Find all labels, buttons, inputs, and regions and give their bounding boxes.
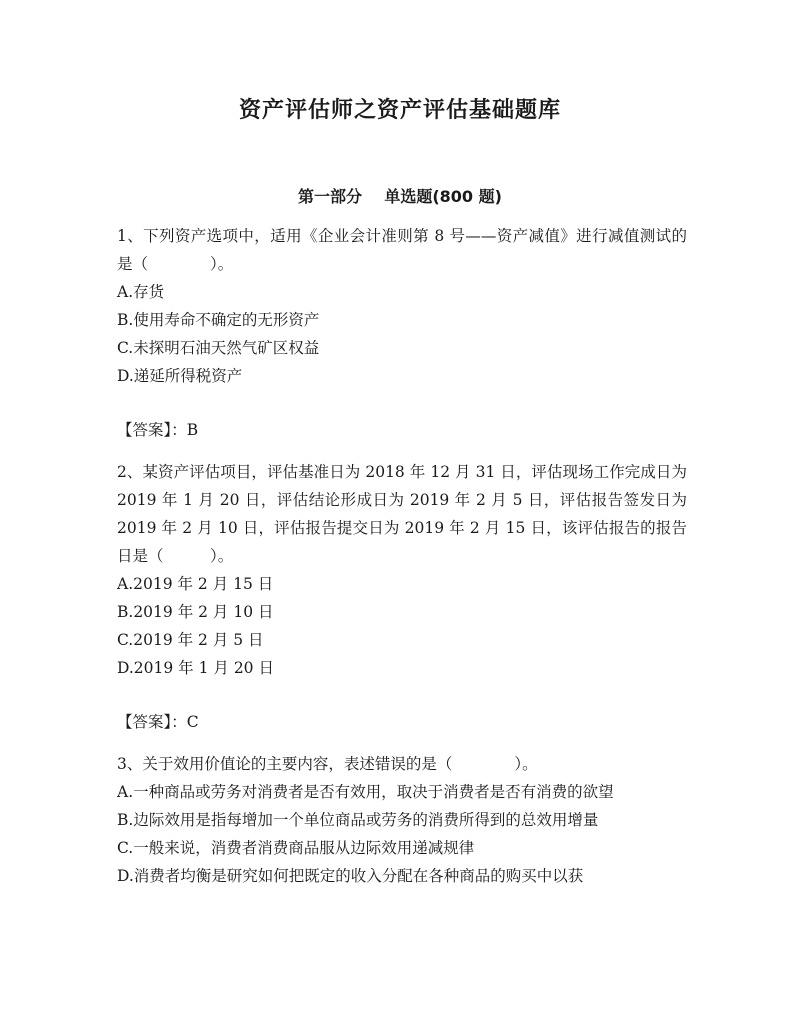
question-stem: 1、下列资产选项中，适用《企业会计准则第 8 号——资产减值》进行减值测试的是（ ）。 — [117, 227, 687, 273]
option-list — [117, 278, 687, 390]
question-stem: 3、关于效用价值论的主要内容，表述错误的是（ ）。 — [117, 755, 538, 773]
question-list — [117, 222, 687, 890]
option-b: B.边际效用是指每增加一个单位商品或劳务的消费所得到的总效用增量 — [117, 811, 599, 829]
question-3 — [117, 750, 687, 890]
option-d: D.2019 年 1 月 20 日 — [117, 659, 274, 677]
question-stem: 2、某资产评估项目，评估基准日为 2018 年 12 月 31 日，评估现场工作完成日为 2019 年 1 月 20 日，评估结论形成日为 2019 年 2 月 5 日，评估报告签发日为 2019 年 2 月 10 日，评估报告提交日为 2019 年 2 月 15 日，该评估报告的报告日是（ ）。 — [117, 463, 687, 565]
option-a: A.存货 — [117, 283, 165, 301]
question-2 — [117, 458, 687, 736]
answer-label: 【答案】： — [117, 713, 187, 731]
option-c: C.未探明石油天然气矿区权益 — [117, 339, 320, 357]
option-a: A.2019 年 2 月 15 日 — [117, 575, 274, 593]
option-a: A.一种商品或劳务对消费者是否有效用，取决于消费者是否有消费的欲望 — [117, 783, 614, 801]
option-d: D.消费者均衡是研究如何把既定的收入分配在各种商品的购买中以获 — [117, 867, 584, 885]
option-d: D.递延所得税资产 — [117, 367, 243, 385]
option-list — [117, 778, 687, 890]
question-1 — [117, 222, 687, 444]
option-b: B.使用寿命不确定的无形资产 — [117, 311, 320, 329]
document-title: 资产评估师之资产评估基础题库 — [238, 98, 561, 123]
section-heading: 第一部分 单选题(800 题) — [298, 187, 502, 206]
option-c: C.一般来说，消费者消费商品服从边际效用递减规律 — [117, 839, 475, 857]
option-list — [117, 570, 687, 682]
option-c: C.2019 年 2 月 5 日 — [117, 631, 264, 649]
option-b: B.2019 年 2 月 10 日 — [117, 603, 274, 621]
answer-value: B — [186, 421, 199, 439]
answer-line — [117, 416, 687, 444]
answer-line — [117, 708, 687, 736]
answer-label: 【答案】： — [117, 421, 187, 439]
answer-value: C — [186, 713, 199, 731]
